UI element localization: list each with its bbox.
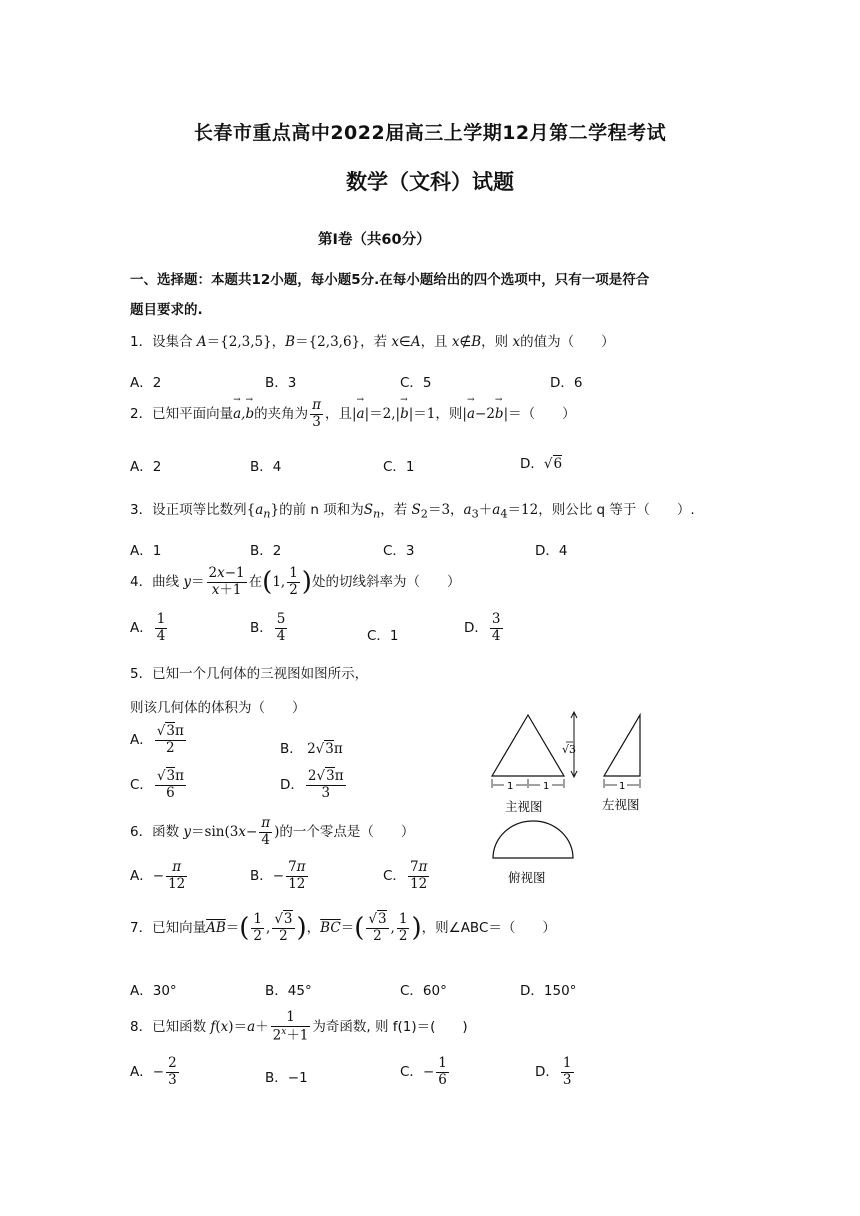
q4-option-b[interactable]: B． $\frac{5}{4}$: [250, 611, 286, 644]
instructions-cont: 题目要求的.: [130, 302, 203, 318]
q6-option-b[interactable]: B．− $\frac{7\pi}{12}$: [250, 859, 306, 892]
q1-option-a[interactable]: A．2: [130, 375, 162, 391]
q1-option-b[interactable]: B．3: [265, 375, 297, 391]
q3-option-c[interactable]: C．3: [383, 543, 415, 559]
q5-option-d[interactable]: D． $\frac{2√3\pi}{3}$: [280, 768, 344, 801]
front-dim-1: 1: [507, 781, 514, 792]
side-view-label: 左视图: [602, 797, 640, 812]
question-1: 1．设集合 A＝{2,3,5}，B＝{2,3,6}，若 x∈A，且 x∉B，则 x的值为（ ）: [130, 334, 615, 350]
question-5-line2: 则该几何体的体积为（ ）: [130, 700, 306, 716]
section-heading: 第Ⅰ卷（共60分）: [318, 232, 431, 248]
q4-option-d[interactable]: D． $\frac{3}{4}$: [464, 611, 501, 644]
q8-option-c[interactable]: C．− $\frac{1}{6}$: [400, 1055, 447, 1088]
instructions: 一、选择题：本题共12小题，每小题5分.在每小题给出的四个选项中，只有一项是符合: [130, 272, 650, 288]
q5-option-b[interactable]: B． 2√3π: [280, 741, 343, 757]
exam-subtitle: 数学（文科）试题: [346, 170, 514, 194]
question-2: 2．已知平面向量→ a,→ b的夹角为 $\frac{\pi}{3}$ ，且|→ a|＝2,|→ b|＝1，则|→ a−2→ b|＝（ ）: [130, 398, 576, 430]
side-dim: 1: [619, 781, 626, 792]
q7-option-b[interactable]: B．45°: [265, 983, 312, 999]
top-view-semicircle: [493, 821, 573, 858]
q6-option-c[interactable]: C． $\frac{7\pi}{12}$: [383, 859, 428, 892]
q6-option-a[interactable]: A．− $\frac{\pi}{12}$: [130, 859, 186, 892]
top-view-label: 俯视图: [508, 870, 546, 885]
question-5: 5．已知一个几何体的三视图如图所示，: [130, 666, 369, 682]
q3-option-d[interactable]: D．4: [535, 543, 568, 559]
question-4: 4．曲线 y＝ $\frac{2x-1}{x+1}$ 在(1, $\frac{1}{2}$ )处的切线斜率为（ ）: [130, 565, 461, 598]
q1-option-c[interactable]: C．5: [400, 375, 432, 391]
q2-option-d[interactable]: D．√6: [520, 456, 563, 472]
question-7: 7．已知向量$\overline{AB}=$( $\frac{1}{2}$ , $\frac{√3}{2}$ )，$\overline{BC}=$( $\frac{√3}{2}$ , $\frac{1}{2}$ )，则∠ABC＝（ ）: [130, 911, 556, 944]
q4-option-c[interactable]: C．1: [367, 628, 399, 644]
q2-option-b[interactable]: B．4: [250, 459, 282, 475]
q8-option-b[interactable]: B．−1: [265, 1070, 308, 1086]
q8-option-d[interactable]: D． $\frac{1}{3}$: [535, 1055, 572, 1088]
q8-option-a[interactable]: A．− $\frac{2}{3}$: [130, 1055, 177, 1088]
q5-option-a[interactable]: A． $\frac{√3\pi}{2}$: [130, 723, 184, 756]
q2-option-a[interactable]: A．2: [130, 459, 162, 475]
front-view-triangle: [492, 715, 564, 776]
question-8: 8．已知函数 f(x)＝a＋ $\frac{1}{2^x+1}$ 为奇函数, 则 f(1)＝( ): [130, 1009, 468, 1044]
q7-option-d[interactable]: D．150°: [520, 983, 577, 999]
q2-option-c[interactable]: C．1: [383, 459, 415, 475]
q3-option-b[interactable]: B．2: [250, 543, 282, 559]
height-label: √3: [562, 743, 577, 756]
side-view-triangle: [604, 715, 640, 776]
q4-option-a[interactable]: A． $\frac{1}{4}$: [130, 611, 166, 644]
question-6: 6．函数 y＝sin(3x− $\frac{\pi}{4}$ )的一个零点是（ ）: [130, 815, 415, 848]
q7-option-a[interactable]: A．30°: [130, 983, 177, 999]
q7-option-c[interactable]: C．60°: [400, 983, 447, 999]
three-view-figure: [485, 708, 655, 892]
q5-option-c[interactable]: C． $\frac{√3\pi}{6}$: [130, 768, 185, 801]
exam-title: 长春市重点高中2022届高三上学期12月第二学程考试: [193, 122, 667, 144]
q3-option-a[interactable]: A．1: [130, 543, 162, 559]
front-dim-2: 1: [543, 781, 550, 792]
front-view-label: 主视图: [505, 799, 543, 814]
q1-option-d[interactable]: D．6: [550, 375, 583, 391]
question-3: 3．设正项等比数列$\{a_n\}$的前 n 项和为$S_n$，若 $S_2=3$，$a_3+a_4=12$，则公比 q 等于（ ）.: [130, 502, 695, 521]
